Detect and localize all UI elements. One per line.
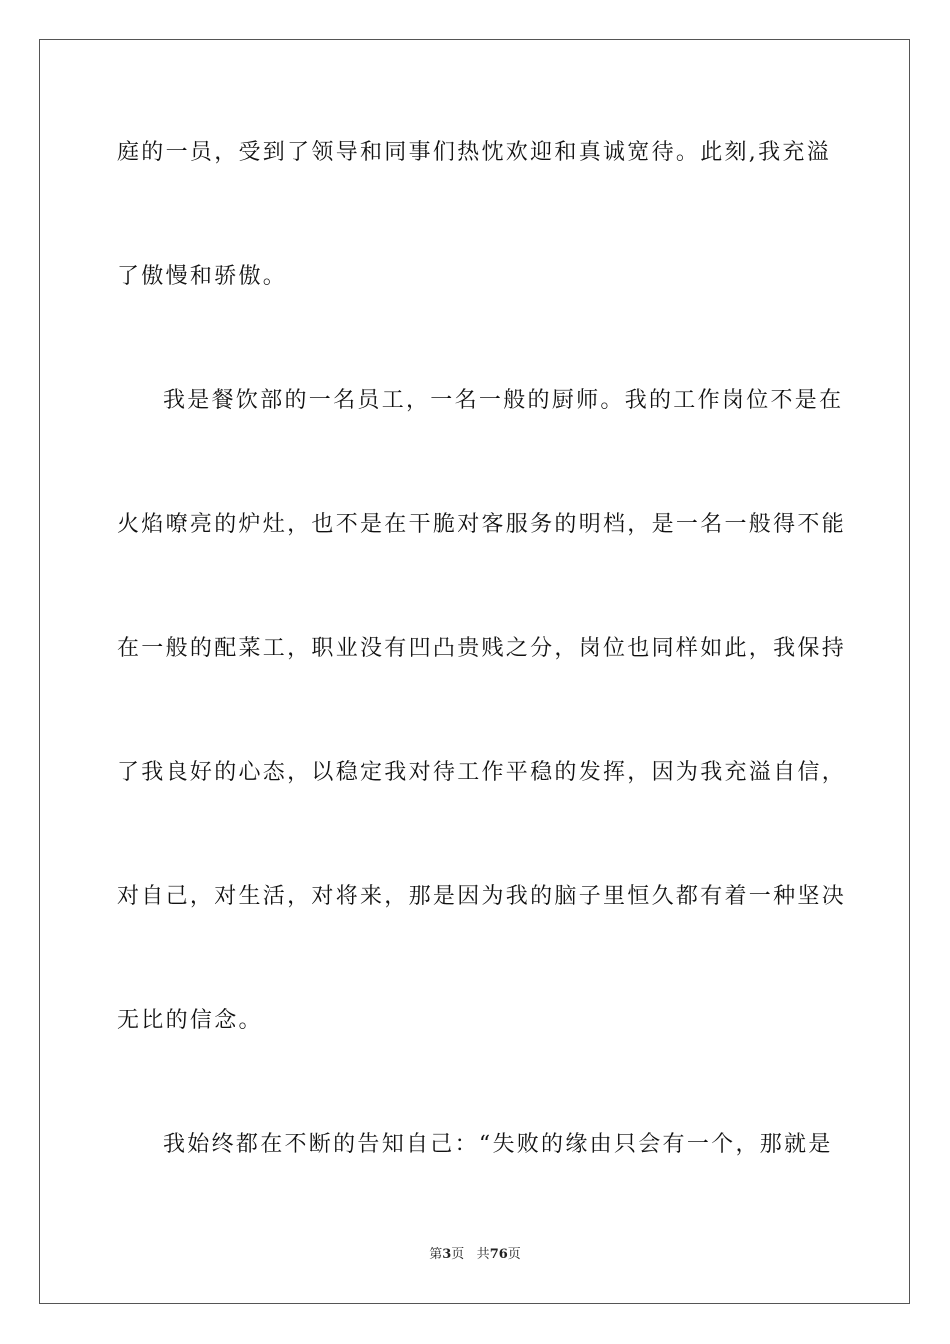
text-line-8: 无比的信念。: [117, 1008, 263, 1033]
text-line-3: 我是餐饮部的一名员工，一名一般的厨师。我的工作岗位不是在: [163, 388, 844, 413]
total-pages: 76: [489, 1247, 508, 1262]
total-prefix: 共: [476, 1247, 490, 1262]
total-suffix: 页: [507, 1247, 521, 1262]
page-prefix: 第: [429, 1247, 443, 1262]
text-line-5: 在一般的配菜工，职业没有凹凸贵贱之分，岗位也同样如此，我保持: [117, 636, 847, 661]
text-line-7: 对自己，对生活，对将来，那是因为我的脑子里恒久都有着一种坚决: [117, 884, 847, 909]
page-border: [39, 39, 910, 1304]
text-line-4: 火焰嘹亮的炉灶，也不是在干脆对客服务的明档，是一名一般得不能: [117, 512, 847, 537]
text-line-2: 了傲慢和骄傲。: [117, 264, 288, 289]
page-footer: [0, 1247, 950, 1263]
text-line-9: 我始终都在不断的告知自己：“失败的缘由只会有一个，那就是: [163, 1132, 833, 1157]
text-line-6: 了我良好的心态，以稳定我对待工作平稳的发挥，因为我充溢自信，: [117, 760, 847, 785]
page-number: 3: [442, 1247, 452, 1262]
text-line-1: 庭的一员，受到了领导和同事们热忱欢迎和真诚宽待。此刻,我充溢: [117, 140, 831, 165]
page-suffix: 页: [451, 1247, 465, 1262]
